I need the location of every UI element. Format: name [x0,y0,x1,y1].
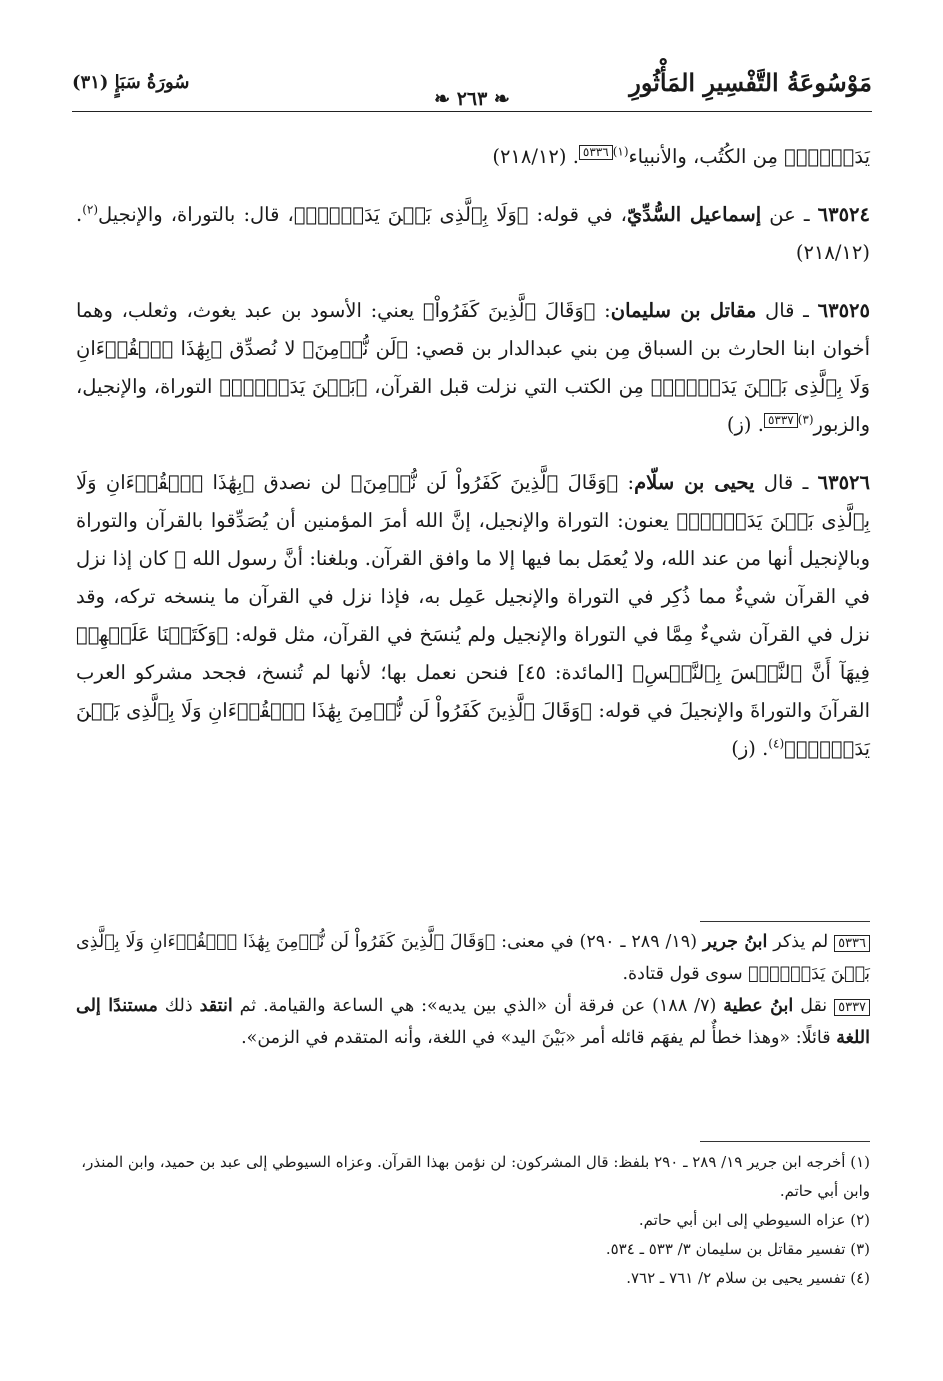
editor-note [76,990,870,1054]
footnote-marker: (٣) [797,412,814,427]
page-number: ❧ ٢٦٣ ❧ [434,88,510,110]
note-author: ابنُ جرير [702,932,768,952]
footnote: (٢) عزاه السيوطي إلى ابن أبي حاتم. [638,1211,870,1229]
footnote-marker: (٤) [768,736,785,751]
page-number-value: ٢٦٣ [456,88,488,110]
paragraph-text: يَدَيۡهِۖ﴾ مِن الكُتُب، والأنبياء [628,145,870,168]
note-author: ابنُ عطية [723,996,794,1016]
note-ref-box: ٥٣٣٦ [579,145,613,160]
editor-note [76,926,870,990]
note-text: نقل [793,996,835,1016]
paragraph-63526 [76,464,870,768]
note-emphasis: انتقد [199,996,233,1016]
paragraph-number: ٦٣٥٢٥ [817,299,870,322]
paragraph-text: : ﴿وَقَالَ ٱلَّذِينَ كَفَرُواْ لَن نُّؤۡمِنَ﴾ لن نصدق ﴿بِهَٰذَا ٱلۡقُرۡءَانِ وَلَا بِٱلَّذِى بَيۡنَ يَدَيۡهِۖ﴾ يعنون: التوراة والإنجيل، إنَّ الله أمرَ المؤمنين أن يُصَدِّقوا بالقرآن والتوراة وبالإنجيل أنها من عند الله، ولا يُعمَل بما فيها إلا ما وافق القرآن. وبلغنا: أنَّ رسول الله ﷺ كان إذا نزل في القرآن شيءٌ مما ذُكِر في التوراة والإنجيل عَمِل به، فإذا نزل في القرآن ما ينسخه تركه، وقد نزل في القرآن شيءٌ مِمَّا في التوراة والإنجيل ولم يُنسَخ في القرآن، مثل قوله: ﴿وَكَتَبۡنَا عَلَيۡهِمۡ فِيهَآ أَنَّ ٱلنَّفۡسَ بِٱلنَّفۡسِ﴾ [المائدة: ٤٥] فنحن نعمل بها؛ لأنها لم تُنسخ، فجحد مشركو العرب القرآنَ والتوراةَ والإنجيلَ في قوله: ﴿وَقَالَ ٱلَّذِينَ كَفَرُواْ لَن نُّؤۡمِنَ بِهَٰذَا ٱلۡقُرۡءَانِ وَلَا بِٱلَّذِى بَيۡنَ يَدَيۡهِۖ﴾ [76,471,870,760]
narrator-name: مقاتل بن سليمان [610,299,757,322]
footnotes [76,1148,870,1293]
footnote: (٣) تفسير مقاتل بن سليمان ٣/ ٥٣٣ ـ ٥٣٤. [605,1240,870,1258]
note-ref-box: ٥٣٣٧ [764,413,798,428]
narrator-name: يحيى بن سلّام [634,471,755,494]
footnote-marker: (٢) [82,202,99,217]
notes-divider [700,921,870,922]
paragraph-ref: . (٢١٨/١٢) [492,145,579,168]
editor-notes [76,926,870,1054]
paragraph-63524 [76,196,870,272]
paragraph-sep: ـ قال [754,471,818,494]
paragraph-sep: ـ عن [761,203,818,226]
note-text: (١٩/ ٢٨٩ ـ ٢٩٠) في معنى: ﴿وَقَالَ ٱلَّذِينَ كَفَرُواْ لَن نُّؤۡمِنَ بِهَٰذَا ٱلۡقُرۡءَانِ وَلَا بِٱلَّذِى بَيۡنَ يَدَيۡهِۖ﴾ سوى قول قتادة. [76,932,870,984]
paragraph-ref: . (ز) [726,413,764,436]
footnote-marker: (١) [612,144,629,159]
paragraph-ref: . (٢١٨/١٢) [76,203,870,264]
note-emphasis: مستندًا إلى اللغة [76,996,870,1048]
paragraph-sep: ـ قال [756,299,818,322]
surah-name: سُورَةُ سَبَإٍ (٣١) [72,72,190,93]
paragraph-ref: . (ز) [731,737,769,760]
header-rule [72,111,872,112]
footnotes-divider [700,1141,870,1142]
note-number-box: ٥٣٣٦ [834,935,870,952]
paragraph-63525 [76,292,870,444]
page-header [72,62,872,110]
note-text: (٧/ ١٨٨) عن فرقة أن «الذي بين يديه»: هي الساعة والقيامة. ثم [232,996,724,1016]
paragraph-number: ٦٣٥٢٤ [817,203,870,226]
footnote: (١) أخرجه ابن جرير ١٩/ ٢٨٩ ـ ٢٩٠ بلفظ: قال المشركون: لن نؤمن بهذا القرآن. وعزاه السيوطي إلى عبد بن حميد، وابن المنذر، وابن أبي حاتم. [81,1153,870,1200]
paragraph-text: ، في قوله: ﴿وَلَا بِٱلَّذِى بَيۡنَ يَدَيۡهِۖ﴾، قال: بالتوراة، والإنجيل [98,203,627,226]
note-text: قائلًا: «وهذا خطأٌ لم يفهَم قائله أمر «بَيْنَ اليد» في اللغة، وأنه المتقدم في الزمن». [241,1028,837,1048]
narrator-name: إسماعيل السُّدِّيّ [626,203,762,226]
note-text: لم يذكر [767,932,835,952]
note-text: ذلك [157,996,200,1016]
paragraph-number: ٦٣٥٢٦ [817,471,870,494]
paragraph-continuation [76,138,870,176]
main-text [76,138,870,768]
book-title: مَوْسُوعَةُ التَّفْسِيرِ المَأْثُورِ [629,68,872,97]
footnote: (٤) تفسير يحيى بن سلام ٢/ ٧٦١ ـ ٧٦٢. [626,1269,870,1287]
note-number-box: ٥٣٣٧ [834,999,870,1016]
paragraph-text: : ﴿وَقَالَ ٱلَّذِينَ كَفَرُواْ﴾ يعني: الأسود بن عبد يغوث، وثعلب، وهما أخوان ابنا الحارث بن السباق مِن بني عبدالدار بن قصي: ﴿لَن نُّؤۡمِنَ﴾ لا نُصدِّق ﴿بِهَٰذَا ٱلۡقُرۡءَانِ وَلَا بِٱلَّذِى بَيۡنَ يَدَيۡهِۖ﴾ مِن الكتب التي نزلت قبل القرآن، ﴿بَيۡنَ يَدَيۡهِۖ﴾ التوراة، والإنجيل، والزبور [76,299,870,436]
